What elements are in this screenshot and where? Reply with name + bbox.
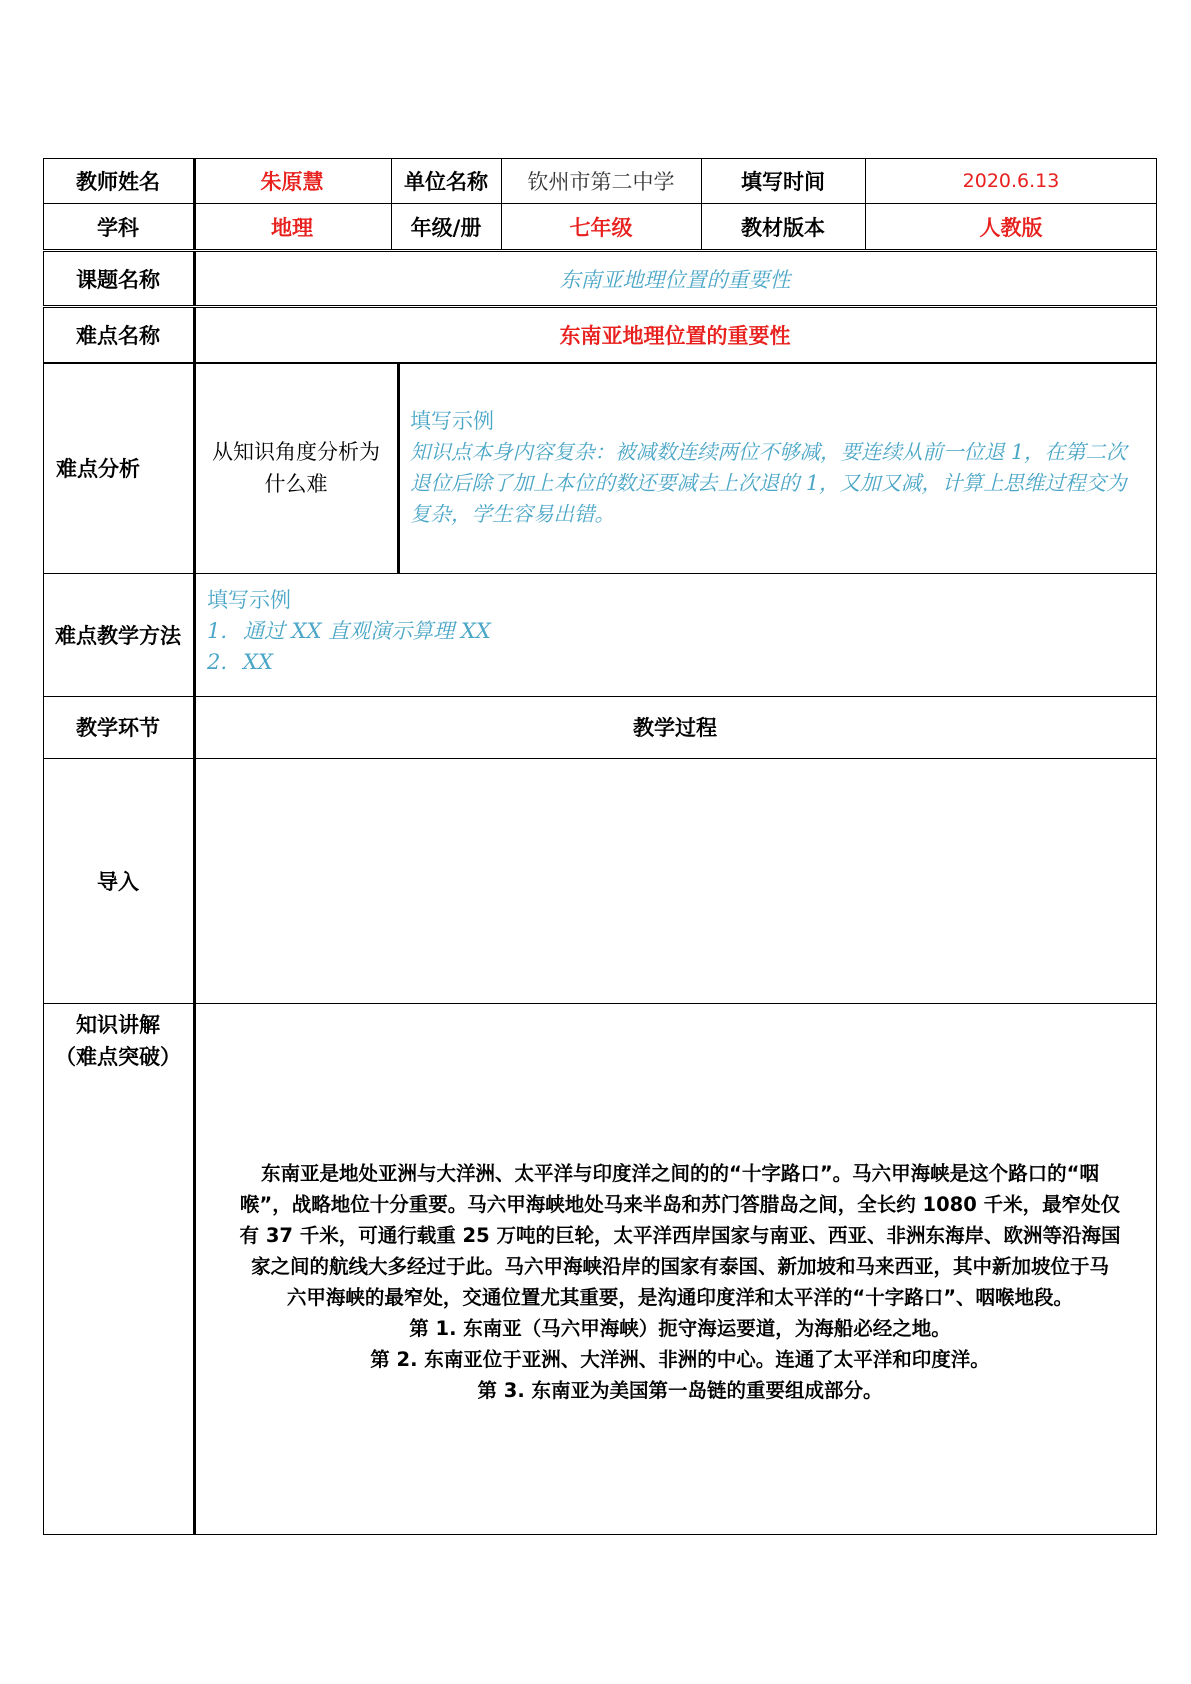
knowledge-point-3: 第 3. 东南亚为美国第一岛链的重要组成部分。 xyxy=(477,1379,883,1402)
fill-time-label: 填写时间 xyxy=(741,169,825,194)
topic-label: 课题名称 xyxy=(76,267,160,292)
topic-value: 东南亚地理位置的重要性 xyxy=(559,267,791,292)
analysis-sublabel-line2: 什么难 xyxy=(264,472,328,496)
analysis-example xyxy=(410,406,1155,530)
analysis-example-title: 填写示例 xyxy=(410,409,494,433)
edition-value: 人教版 xyxy=(979,215,1043,240)
teaching-process-label: 教学过程 xyxy=(633,716,717,740)
knowledge-label-line1: 知识讲解 xyxy=(76,1013,160,1037)
teacher-name-value: 朱原慧 xyxy=(260,169,324,194)
subject-label: 学科 xyxy=(97,215,139,240)
knowledge-point-2: 第 2. 东南亚位于亚洲、大洋洲、非洲的中心。连通了太平洋和印度洋。 xyxy=(370,1348,990,1371)
knowledge-para-line4: 家之间的航线大多经过于此。马六甲海峡沿岸的国家有泰国、新加坡和马来西亚，其中新加坡位于马 xyxy=(250,1255,1109,1278)
method-example xyxy=(207,585,1147,678)
edition-label: 教材版本 xyxy=(741,215,825,240)
method-item-2-text: XX xyxy=(243,650,273,674)
knowledge-paragraph xyxy=(200,1158,1160,1406)
grade-value: 七年级 xyxy=(569,215,633,240)
analysis-example-line2: 退位后除了加上本位的数还要减去上次退的 1，又加又减，计算上思维过程交为 xyxy=(410,471,1127,495)
analysis-example-line1: 知识点本身内容复杂：被减数连续两位不够减，要连续从前一位退 1，在第二次 xyxy=(410,440,1127,464)
knowledge-label xyxy=(43,1005,193,1077)
analysis-sublabel xyxy=(195,363,397,573)
knowledge-label-line2: （难点突破） xyxy=(55,1045,181,1069)
fill-time-value: 2020.6.13 xyxy=(962,169,1060,192)
difficulty-value: 东南亚地理位置的重要性 xyxy=(559,324,791,348)
intro-label: 导入 xyxy=(97,869,139,894)
analysis-example-line3: 复杂，学生容易出错。 xyxy=(410,502,615,526)
knowledge-para-line1: 东南亚是地处亚洲与大洋洲、太平洋与印度洋之间的的“十字路口”。马六甲海峡是这个路口的“咽 xyxy=(261,1162,1099,1185)
method-item-2-number: 2. xyxy=(207,650,228,674)
knowledge-point-1: 第 1. 东南亚（马六甲海峡）扼守海运要道，为海船必经之地。 xyxy=(409,1317,951,1340)
method-item-1 xyxy=(207,616,1147,647)
teaching-step-label: 教学环节 xyxy=(76,716,160,740)
intro-content xyxy=(196,760,1156,1002)
teacher-name-label: 教师姓名 xyxy=(76,169,160,194)
analysis-label: 难点分析 xyxy=(56,457,140,481)
knowledge-para-line2: 喉”，战略地位十分重要。马六甲海峡地处马来半岛和苏门答腊岛之间，全长约 1080 千米，最窄处仅 xyxy=(239,1193,1121,1216)
method-label: 难点教学方法 xyxy=(55,623,181,648)
method-item-1-number: 1. xyxy=(207,619,228,643)
knowledge-para-line3: 有 37 千米，可通行载重 25 万吨的巨轮，太平洋西岸国家与南亚、西亚、非洲东海岸、欧洲等沿海国 xyxy=(239,1224,1121,1247)
knowledge-para-line5: 六甲海峡的最窄处，交通位置尤其重要，是沟通印度洋和太平洋的“十字路口”、咽喉地段。 xyxy=(286,1286,1074,1309)
grade-label: 年级/册 xyxy=(410,215,482,240)
subject-value: 地理 xyxy=(271,215,313,240)
method-item-1-text: 通过 XX 直观演示算理 XX xyxy=(243,619,491,643)
difficulty-label: 难点名称 xyxy=(76,324,160,348)
unit-name-value: 钦州市第二中学 xyxy=(527,169,675,194)
method-item-2 xyxy=(207,647,1147,678)
method-example-title: 填写示例 xyxy=(207,588,291,612)
analysis-sublabel-line1: 从知识角度分析为 xyxy=(212,440,380,464)
unit-name-label: 单位名称 xyxy=(404,169,488,194)
